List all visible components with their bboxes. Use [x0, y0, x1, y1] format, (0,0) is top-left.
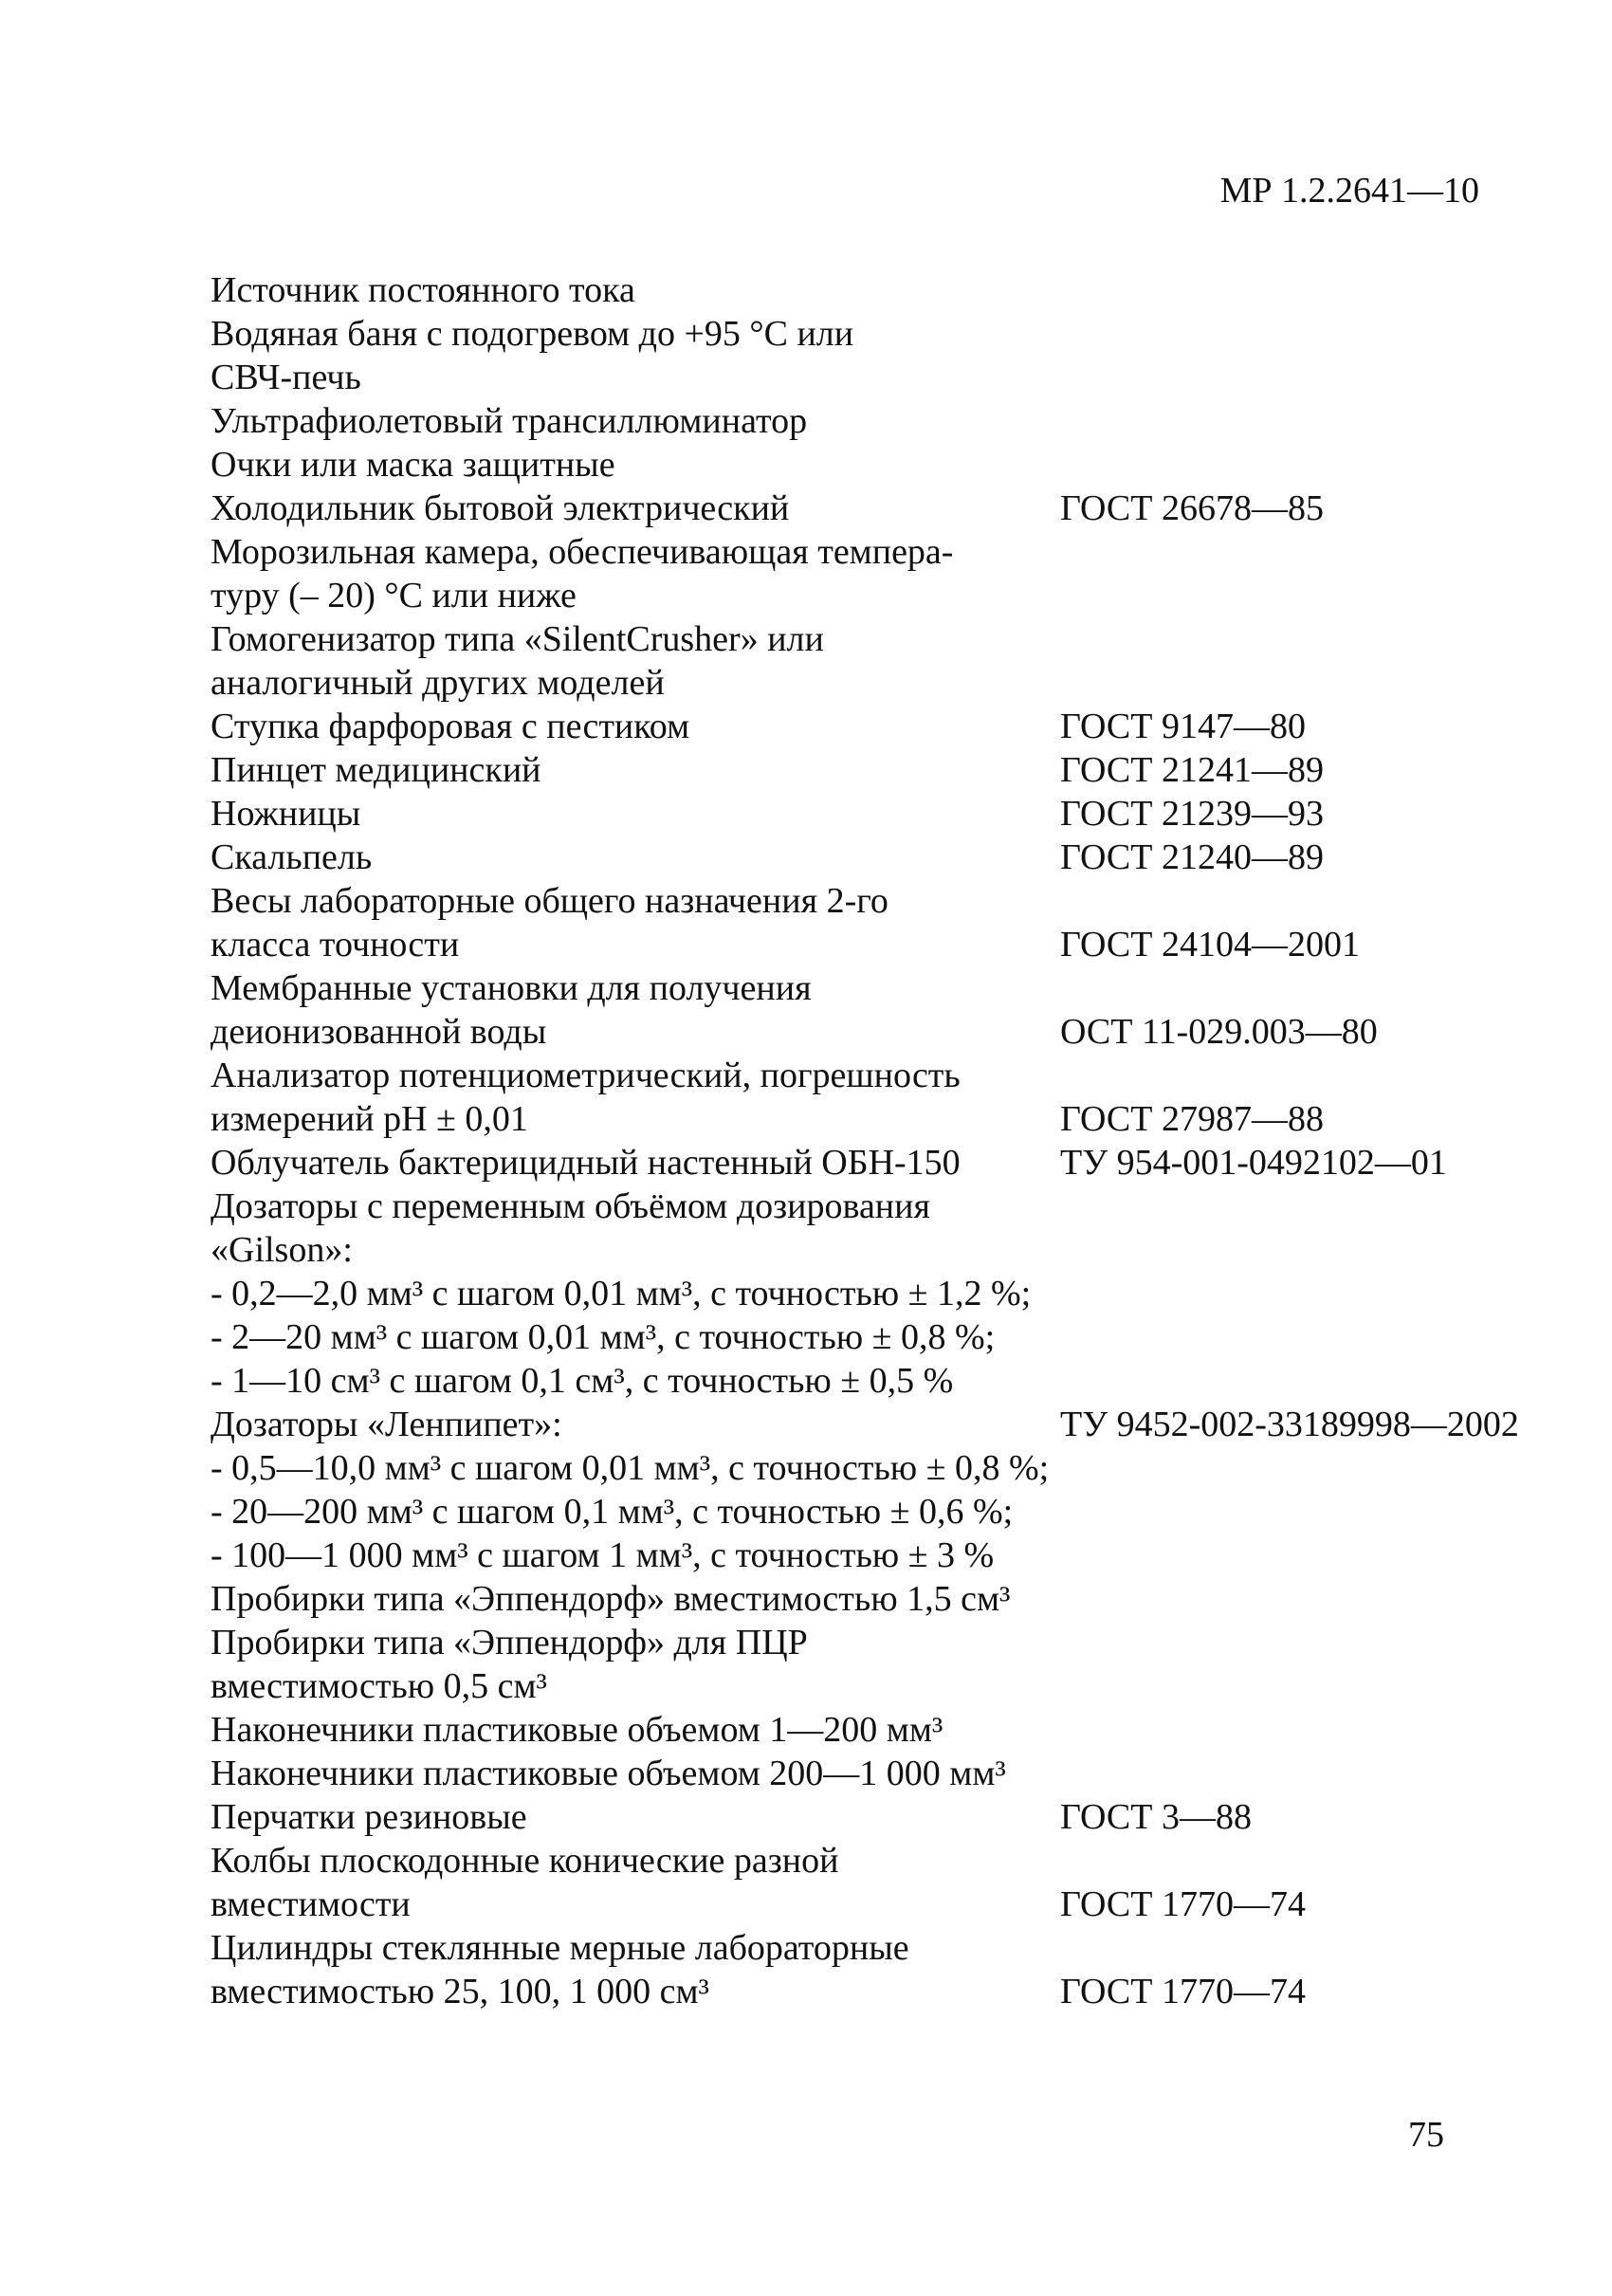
equipment-row — [211, 1708, 1557, 1752]
equipment-item: - 2—20 мм³ с шагом 0,01 мм³, с точностью ± 0,8 %; — [211, 1317, 996, 1357]
equipment-item: Дозаторы с переменным объёмом дозирования — [211, 1186, 930, 1226]
standard-reference: ТУ 954-001-0492102—01 — [1060, 1143, 1447, 1183]
equipment-item: - 1—10 см³ с шагом 0,1 см³, с точностью ± 0,5 % — [211, 1361, 954, 1401]
equipment-item: - 100—1 000 мм³ с шагом 1 мм³, с точностью ± 3 % — [211, 1535, 995, 1575]
equipment-item: Цилиндры стеклянные мерные лабораторные — [211, 1928, 909, 1968]
equipment-row — [211, 1228, 1557, 1272]
equipment-row — [211, 879, 1557, 923]
standard-reference: ОСТ 11-029.003—80 — [1060, 1012, 1378, 1052]
equipment-row — [211, 1577, 1557, 1621]
equipment-row — [211, 1490, 1557, 1534]
standard-reference: ГОСТ 9147—80 — [1060, 707, 1306, 746]
equipment-item: - 0,2—2,0 мм³ с шагом 0,01 мм³, с точностью ± 1,2 %; — [211, 1274, 1032, 1313]
equipment-item: туру (– 20) °С или ниже — [211, 576, 577, 615]
equipment-item: Ступка фарфоровая с пестиком — [211, 707, 690, 746]
equipment-row — [211, 1621, 1557, 1664]
standard-reference: ГОСТ 3—88 — [1060, 1797, 1252, 1837]
standard-reference: ГОСТ 21241—89 — [1060, 750, 1324, 790]
standard-reference: ГОСТ 24104—2001 — [1060, 925, 1360, 964]
equipment-row — [211, 836, 1557, 879]
equipment-item: Гомогенизатор типа «SilentCrusher» или — [211, 619, 824, 659]
equipment-row — [211, 443, 1557, 487]
equipment-item: Водяная баня с подогревом до +95 °С или — [211, 314, 854, 354]
equipment-item: Весы лабораторные общего назначения 2-го — [211, 881, 888, 921]
equipment-row — [211, 312, 1557, 356]
page-number: 75 — [1408, 2115, 1444, 2155]
equipment-item: Облучатель бактерицидный настенный ОБН-150 — [211, 1143, 961, 1183]
equipment-item: аналогичный других моделей — [211, 663, 665, 703]
equipment-item: Морозильная камера, обеспечивающая темпера- — [211, 532, 954, 572]
equipment-item: - 20—200 мм³ с шагом 0,1 мм³, с точностью ± 0,6 %; — [211, 1492, 1014, 1532]
equipment-item: Мембранные установки для получения — [211, 968, 812, 1008]
equipment-row — [211, 1185, 1557, 1228]
equipment-row — [211, 1839, 1557, 1883]
equipment-row — [211, 617, 1557, 661]
equipment-item: вместимостью 25, 100, 1 000 см³ — [211, 1972, 709, 2011]
equipment-row — [211, 1097, 1557, 1141]
equipment-row — [211, 487, 1557, 530]
equipment-row — [211, 1315, 1557, 1359]
equipment-row — [211, 1534, 1557, 1577]
equipment-item: Скальпель — [211, 837, 373, 877]
equipment-item: Пробирки типа «Эппендорф» вместимостью 1,5 см³ — [211, 1579, 1011, 1619]
equipment-item: Ультрафиолетовый трансиллюминатор — [211, 401, 808, 441]
standard-reference: ГОСТ 21239—93 — [1060, 794, 1324, 834]
equipment-row — [211, 268, 1557, 312]
equipment-row — [211, 1752, 1557, 1795]
equipment-list — [211, 268, 1557, 2013]
equipment-item: Очки или маска защитные — [211, 445, 615, 485]
standard-reference: ГОСТ 21240—89 — [1060, 837, 1324, 877]
equipment-row — [211, 792, 1557, 836]
standard-reference: ГОСТ 1770—74 — [1060, 1884, 1306, 1924]
equipment-item: измерений pH ± 0,01 — [211, 1099, 528, 1139]
equipment-row — [211, 661, 1557, 705]
equipment-row — [211, 1883, 1557, 1926]
equipment-row — [211, 748, 1557, 792]
equipment-row — [211, 1795, 1557, 1839]
equipment-item: Пинцет медицинский — [211, 750, 541, 790]
equipment-row — [211, 966, 1557, 1010]
equipment-item: Источник постоянного тока — [211, 270, 635, 310]
equipment-row — [211, 530, 1557, 574]
equipment-row — [211, 705, 1557, 748]
equipment-row — [211, 399, 1557, 443]
equipment-item: деионизованной воды — [211, 1012, 547, 1052]
equipment-row — [211, 1446, 1557, 1490]
standard-reference: ГОСТ 1770—74 — [1060, 1972, 1306, 2011]
equipment-row — [211, 1010, 1557, 1054]
equipment-row — [211, 1970, 1557, 2013]
equipment-row — [211, 356, 1557, 399]
equipment-item: Колбы плоскодонные конические разной — [211, 1841, 839, 1881]
equipment-item: Наконечники пластиковые объемом 1—200 мм³ — [211, 1710, 943, 1750]
equipment-row — [211, 574, 1557, 617]
equipment-row — [211, 1054, 1557, 1097]
equipment-row — [211, 1359, 1557, 1403]
standard-reference: ТУ 9452-002-33189998—2002 — [1060, 1405, 1519, 1444]
equipment-item: Наконечники пластиковые объемом 200—1 000 мм³ — [211, 1754, 1006, 1793]
standard-reference: ГОСТ 27987—88 — [1060, 1099, 1324, 1139]
equipment-item: Пробирки типа «Эппендорф» для ПЦР — [211, 1623, 808, 1662]
equipment-item: вместимости — [211, 1884, 411, 1924]
equipment-item: Холодильник бытовой электрический — [211, 488, 790, 528]
equipment-item: Ножницы — [211, 794, 361, 834]
standard-reference: ГОСТ 26678—85 — [1060, 488, 1324, 528]
document-code: МР 1.2.2641—10 — [1219, 171, 1479, 211]
equipment-item: класса точности — [211, 925, 460, 964]
equipment-item: вместимостью 0,5 см³ — [211, 1666, 547, 1706]
equipment-item: СВЧ-печь — [211, 358, 361, 397]
equipment-item: Анализатор потенциометрический, погрешность — [211, 1056, 961, 1095]
equipment-item: «Gilson»: — [211, 1230, 353, 1270]
equipment-item: Дозаторы «Ленпипет»: — [211, 1405, 562, 1444]
equipment-row — [211, 923, 1557, 966]
equipment-item: - 0,5—10,0 мм³ с шагом 0,01 мм³, с точностью ± 0,8 %; — [211, 1448, 1050, 1488]
equipment-row — [211, 1272, 1557, 1315]
equipment-row — [211, 1664, 1557, 1708]
equipment-item: Перчатки резиновые — [211, 1797, 527, 1837]
equipment-row — [211, 1403, 1557, 1446]
equipment-row — [211, 1141, 1557, 1185]
equipment-row — [211, 1926, 1557, 1970]
